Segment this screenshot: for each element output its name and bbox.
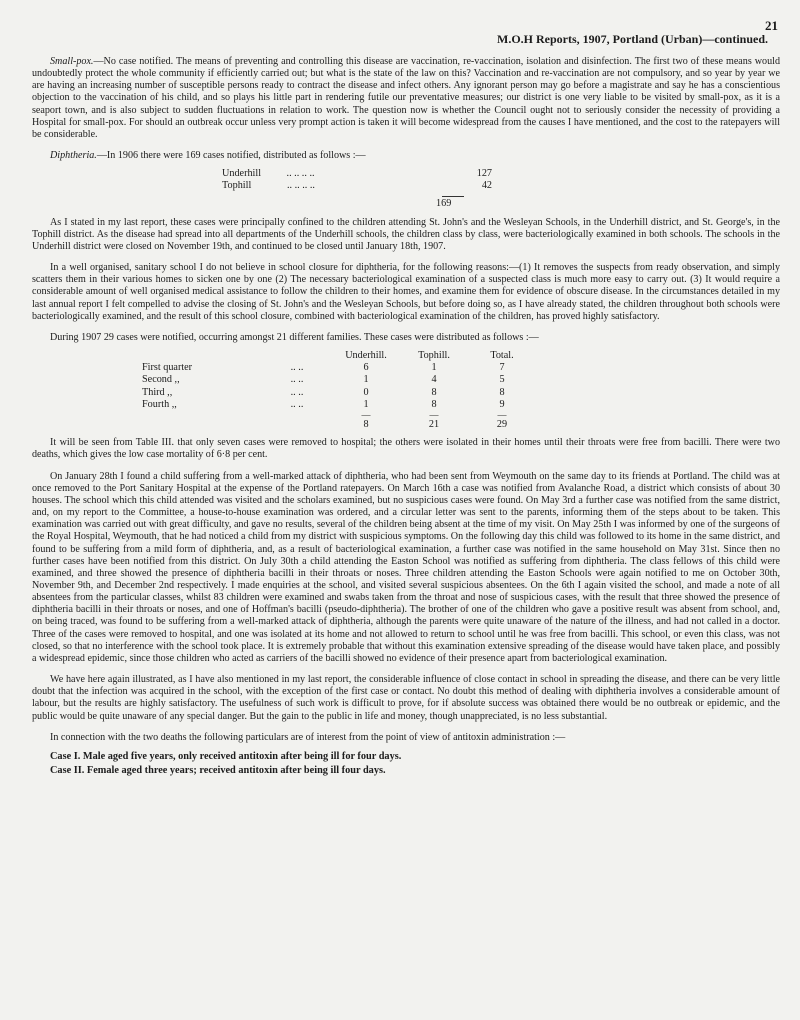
table-cell: 5 bbox=[499, 374, 505, 386]
table-row: Third ,, .. .. 0 8 8 bbox=[142, 387, 536, 399]
table-cell: 8 bbox=[499, 386, 505, 398]
row-label: Third ,, bbox=[142, 386, 173, 398]
table-cell: 9 bbox=[499, 398, 505, 410]
case-one: Case I. Male aged five years, only received antitoxin after being ill for four days. bbox=[50, 750, 402, 762]
table-cell: 0 bbox=[363, 386, 369, 398]
diphtheria-intro bbox=[32, 150, 780, 162]
smallpox-paragraph bbox=[32, 56, 780, 141]
row-label: Fourth ,, bbox=[142, 398, 177, 410]
table-cell: 1 bbox=[431, 362, 437, 374]
diphtheria-intro-text: —In 1906 there were 169 cases notified, distributed as follows :— bbox=[96, 150, 366, 162]
case-two: Case II. Female aged three years; received antitoxin after being ill four days. bbox=[50, 764, 386, 776]
column-header: Total. bbox=[490, 350, 514, 362]
diphtheria-paragraph-6: We have here again illustrated, as I have also mentioned in my last report, the considerable influence of close contact in school in spreading the disease, and there can be very little doubt that the infection was acquired in the school, with the exception of the first case or contact. No doubt this method of dealing with diphtheria involves a considerable amount of labour, but the results are highly satisfactory. The usefulness of such work is difficult to prove, for if absolute success was obtained there would be no outbreak or epidemic, and the public would be quite unaware of any special danger. But the gain to the public in life and money, though unappreciated, is no less substantial. bbox=[32, 674, 780, 722]
smallpox-text: —No case notified. The means of preventing and controlling this disease are vaccination, re-vaccination, isolation and disinfection. The first two of these means would undoubtedly protect the whole community if efficiently carried out; but what is the state of the law on this? Vaccination and re-vaccination are not compulsory, and so year by year we are having an increasing number of susceptible persons ready to contract the disease and infect others. Any ignorant person may go before a magistrate and say he has a conscientious objection to the vaccination of his child, and so plays his little part in rendering futile our preventative measures; our district is one very liable to be visited by small-pox, as it is a seaport town, and is also subject to sudden fluctuations in relation to work. The question now is whether the Council ought not to seriously consider the necessity of providing a Hospital for small-pox. For should an outbreak occur unless very prompt action is taken it will become widespread from the causes I have mentioned, and the cost to the ratepayers will be considerable. bbox=[32, 56, 780, 140]
table-cell: 21 bbox=[428, 419, 440, 431]
table-cell: 1 bbox=[363, 374, 369, 386]
running-header: M.O.H Reports, 1907, Portland (Urban)—continued. bbox=[497, 32, 768, 46]
table-row bbox=[222, 180, 492, 192]
table-total-row bbox=[142, 419, 536, 431]
table-row: Second ,, .. .. 1 4 5 bbox=[142, 374, 536, 386]
table-cell: 8 bbox=[431, 398, 437, 410]
table-cell: 127 bbox=[476, 168, 492, 180]
table-rule-row: — — — bbox=[361, 410, 507, 421]
table-cell: 1 bbox=[363, 398, 369, 410]
table-cell: Underhill .. .. .. .. bbox=[222, 168, 315, 180]
table-row: First quarter .. .. 6 1 7 bbox=[142, 362, 536, 374]
diphtheria-paragraph-3: During 1907 29 cases were notified, occurring amongst 21 different families. These cases were distributed as follows :— bbox=[50, 331, 539, 343]
diphtheria-paragraph-2: In a well organised, sanitary school I do not believe in school closure for diphtheria, for the following reasons:—(1) It removes the suspects from ready observation, and simply scatters them in their various homes to sicken one by one (2) The necessary bacteriological examination of a suspected class is much more easy to carry out. (3) It would require a considerable amount of well organised medical assistance to follow the children to their homes, and examine them for evidence of obscure disease. In the circumstances detailed in my last annual report I felt compelled to advise the closing of St. John's and the Wesleyan Schools, but before doing so, as I have already stated, the children throughout both schools were bacteriologically examined, and the result of this school closure, combined with bacteriological examination of the children, has proved highly satisfactory. bbox=[32, 262, 780, 322]
table-1906 bbox=[222, 168, 492, 192]
diphtheria-paragraph-5: On January 28th I found a child suffering from a well-marked attack of diphtheria, who had been sent from Weymouth on the same day to its friends at Portland. The child was at once removed to the Port Sanitary Hospital at the expense of the Portland ratepayers. On March 16th a case was notified from Avalanche Road, a district which consists of about 30 houses. The school which this child attended was visited and the scholars examined, but no suspicious cases were found. On May 3rd a further case was notified from the same district, and, on my report to the Committee, a house-to-house examination was ordered, and a circular letter was sent to the parents, informing them of the steps about to be taken. This examination was carried out with great difficulty, and gave no results, several of the children being absent at the time of my visit. On May 25th I was informed by one of the surgeons of the Royal Hospital, Weymouth, that he had noticed a child from my district with suspicious symptoms. On the following day this child was followed to its home in the same district, and found to be suffering from a mild form of diphtheria, and, as a result of bacteriological examination, a further case was notified in the same household on May 31st. Since then no further cases have been notified from this district. On July 30th a child attending the Easton School was notified as suffering from diphtheria. The class fellows of this child were examined, and three showed the presence of diphtheria bacilli in their throats or noses. Three children attending the Easton Schools were again notified to me on October 30th, November 9th, and December 2nd respectively. I made enquiries at the school, and visited several suspicious absentees. On the 6th I again visited the school, and made a note of all absentees from the particular classes, whilst 83 children were examined and swabs taken from the throat and nose of suspicious cases, with the result that three showed the presence of diphtheria bacilli in their throats or noses, and one of Hoffman's bacilli (pseudo-diphtheria). The brother of one of the children who gave a positive result was absent from school, and, on being traced, was found to be suffering from a well-marked attack of diphtheria, although the parents were quite unaware of the nature of the illness, and had not called in a doctor. Three of the cases were removed to hospital, and one was isolated at its home and not allowed to return to school until he was free from bacilli. This school, or even this class, was not closed, so that no interference with the school took place. It is extremely probable that without this examination extensive spreading of the disease would have taken place, and possibly a widespread epidemic, since those children who acted as carriers of the bacilli showed no evidence of their presence apart from bacteriological examination. bbox=[32, 470, 780, 664]
table-cell: 8 bbox=[363, 419, 369, 431]
diphtheria-title: Diphtheria. bbox=[50, 150, 97, 162]
table-cell: 42 bbox=[481, 180, 492, 192]
table-cell: 29 bbox=[496, 419, 508, 431]
table-cell: Tophill .. .. .. .. bbox=[222, 180, 315, 192]
table-cell: 7 bbox=[499, 362, 505, 374]
table-1906-total: 169 bbox=[436, 197, 452, 209]
table-1907 bbox=[142, 350, 536, 431]
table-row bbox=[222, 168, 492, 180]
table-header-row bbox=[142, 350, 536, 362]
table-cell: 6 bbox=[363, 362, 369, 374]
table-row: Fourth ,, .. .. 1 8 9 bbox=[142, 399, 536, 411]
diphtheria-paragraph-7: In connection with the two deaths the following particulars are of interest from the point of view of antitoxin administration :— bbox=[50, 731, 566, 743]
smallpox-title: Small-pox. bbox=[50, 56, 94, 67]
column-header: Tophill. bbox=[418, 350, 450, 362]
page-number: 21 bbox=[765, 18, 778, 33]
column-header: Underhill. bbox=[345, 350, 387, 362]
row-label: Second ,, bbox=[142, 374, 180, 386]
row-label: First quarter bbox=[142, 362, 193, 374]
table-cell: 8 bbox=[431, 386, 437, 398]
diphtheria-paragraph-4: It will be seen from Table III. that only seven cases were removed to hospital; the others were isolated in their homes until their throats were free from bacilli. There were two deaths, which gives the low case mortality of 6·8 per cent. bbox=[32, 437, 780, 461]
diphtheria-paragraph-1: As I stated in my last report, these cases were principally confined to the children attending St. John's and the Wesleyan Schools, in the Underhill district, and St. George's, in the Tophill district. As the disease had spread into all departments of the Underhill schools, the children class by class, were bacteriologically examined in both schools. The schools in the Underhill district were closed on November 19th, and continued to be closed until January 18th, 1907. bbox=[32, 216, 780, 252]
document-page bbox=[32, 18, 780, 778]
table-cell: 4 bbox=[431, 374, 437, 386]
